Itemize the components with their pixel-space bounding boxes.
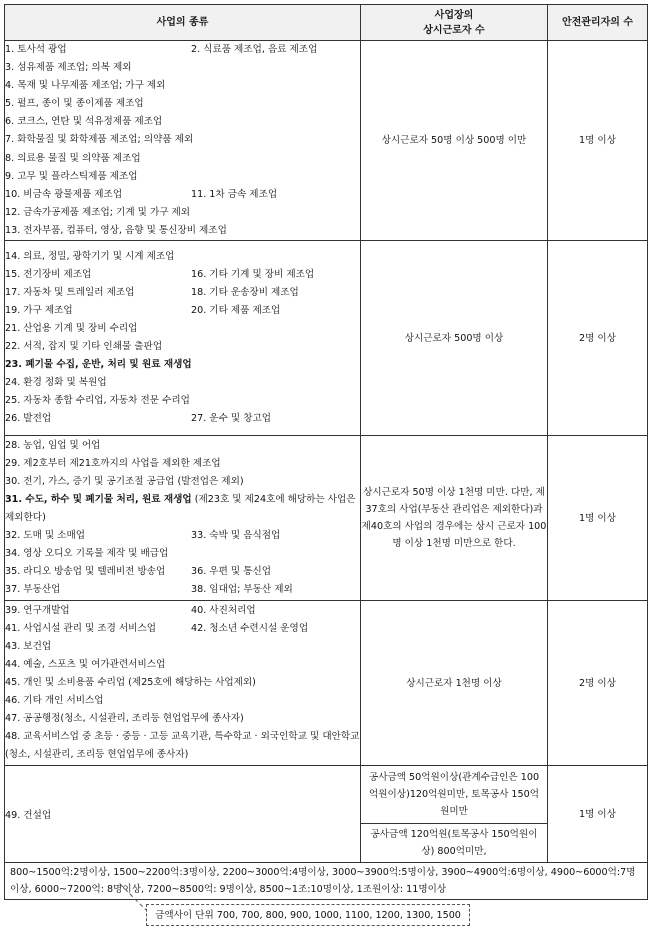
header-business-type: 사업의 종류	[5, 5, 361, 41]
list-item-entry: 28. 농업, 임업 및 어업	[5, 439, 101, 451]
list-item-entry: 17. 자동차 및 트레일러 제조업	[5, 286, 135, 298]
list-item-entry: 40. 사진처리업	[191, 604, 256, 616]
list-item-entry: 5. 펄프, 종이 및 종이제품 제조업	[5, 98, 144, 110]
footer-note: 800~1500억:2명이상, 1500~2200억:3명이상, 2200~3000억:4명이상, 3000~3900억:5명이상, 3900~4900억:6명이상, 4900~6000억:7명이상, 6000~7200억: 8명이상, 7200~8500억: 9명이상, 8500~1조:10명이상, 1조원이상: 11명이상	[5, 863, 648, 900]
list-item-entry: 20. 기타 제품 제조업	[191, 304, 281, 316]
workers-cell: 상시근로자 1천명 이상	[361, 601, 548, 766]
managers-cell: 1명 이상	[548, 436, 648, 601]
list-item-entry: 14. 의료, 정밀, 광학기기 및 시계 제조업	[5, 250, 175, 262]
workers-cell: 상시근로자 500명 이상	[361, 241, 548, 436]
list-item-entry: 45. 개인 및 소비용품 수리업 (제25호에 해당하는 사업제외)	[5, 677, 256, 689]
list-item-entry: 37. 부동산업	[5, 584, 61, 596]
list-item-entry: 44. 예술, 스포츠 및 여가관련서비스업	[5, 658, 166, 670]
list-item-entry: 27. 운수 및 창고업	[191, 413, 272, 425]
workers-cell-a: 공사금액 50억원이상(관계수급인은 100억원이상)120억원미만, 토목공사 150억원미만	[368, 772, 540, 818]
list-item-entry: 43. 보건업	[5, 640, 52, 652]
list-item-entry: 41. 사업시설 관리 및 조경 서비스업	[5, 622, 156, 634]
callout-note: 금액사이 단위 700, 700, 800, 900, 1000, 1100, 1200, 1300, 1500	[146, 904, 470, 926]
list-item-entry: 10. 비금속 광물제품 제조업	[5, 188, 123, 200]
list-item-entry: 6. 코크스, 연탄 및 석유정제품 제조업	[5, 116, 163, 128]
list-item: 48. 교육서비스업 중 초등 · 중등 · 고등 교육기관, 특수학교 · 외국인학교 및 대안학교 (청소, 시설관리, 조리등 현업업무에 종사자)	[5, 731, 360, 761]
header-workers-line1: 사업장의	[434, 9, 474, 21]
list-item-entry: 35. 라디오 방송업 및 텔레비전 방송업	[5, 566, 166, 578]
list-item-entry: 2. 식료품 제조업, 음료 제조업	[191, 44, 318, 55]
list-item-entry: 47. 공공행정(청소, 시설관리, 조리등 현업업무에 종사자)	[5, 713, 244, 725]
managers-cell: 1명 이상	[548, 41, 648, 241]
list-item-entry: 1. 토사석 광업	[5, 44, 67, 55]
list-item-entry: 7. 화학물질 및 화학제품 제조업; 의약품 제외	[5, 134, 194, 146]
list-item-entry: 38. 임대업; 부동산 제외	[191, 584, 293, 596]
managers-cell: 1명 이상	[548, 766, 648, 863]
list-item-entry: 18. 기타 운송장비 제조업	[191, 286, 299, 298]
list-item-entry: 30. 전기, 가스, 증기 및 공기조절 공급업 (발전업은 제외)	[5, 475, 244, 487]
list-item-entry: 4. 목재 및 나무제품 제조업; 가구 제외	[5, 80, 166, 92]
list-item-entry: 19. 가구 제조업	[5, 304, 73, 316]
item-31-rest: (제23호 및 제24호에 해당하는 사업은 제외한다)	[5, 493, 356, 523]
list-item-entry: 24. 환경 정화 및 복원업	[5, 377, 107, 389]
list-item-entry: 23. 폐기물 수집, 운반, 처리 및 원료 재생업	[5, 359, 192, 371]
list-item-entry: 42. 청소년 수련시설 운영업	[191, 622, 309, 634]
list-item-entry: 3. 섬유제품 제조업; 의복 제외	[5, 62, 132, 74]
workers-cell: 상시근로자 50명 이상 1천명 미만. 다만, 제37호의 사업(부동산 관리업은 제외한다)과 제40호의 사업의 경우에는 상시 근로자 100명 이상 1천명 미만으로 한다.	[361, 436, 548, 601]
list-item-entry: 15. 전기장비 제조업	[5, 268, 92, 280]
list-item-entry: 26. 발전업	[5, 413, 52, 425]
list-item-entry: 33. 숙박 및 음식점업	[191, 529, 281, 541]
list-item-entry: 25. 자동차 종합 수리업, 자동차 전문 수리업	[5, 395, 190, 407]
list-item-entry: 13. 전자부품, 컴퓨터, 영상, 음향 및 통신장비 제조업	[5, 224, 227, 236]
list-item-entry: 29. 제2호부터 제21호까지의 사업을 제외한 제조업	[5, 457, 221, 469]
list-item-entry: 39. 연구개발업	[5, 604, 70, 616]
list-item-entry: 22. 서적, 잡지 및 기타 인쇄물 출판업	[5, 341, 163, 353]
header-managers: 안전관리자의 수	[548, 5, 648, 41]
business-type-cell: 49. 건설업	[5, 766, 361, 863]
list-item-entry: 34. 영상 오디오 기록물 제작 및 배급업	[5, 548, 169, 560]
list-item-entry: 16. 기타 기계 및 장비 제조업	[191, 268, 315, 280]
list-item-entry: 12. 금속가공제품 제조업; 기계 및 가구 제외	[5, 206, 191, 218]
header-workers-line2: 상시근로자 수	[423, 24, 485, 36]
list-item-entry: 9. 고무 및 플라스틱제품 제조업	[5, 170, 138, 182]
managers-cell: 2명 이상	[548, 601, 648, 766]
list-item-entry: 46. 기타 개인 서비스업	[5, 695, 104, 707]
list-item-entry: 21. 산업용 기계 및 장비 수리업	[5, 322, 138, 334]
list-item-entry: 32. 도매 및 소매업	[5, 529, 86, 541]
list-item-entry: 36. 우편 및 통신업	[191, 566, 272, 578]
workers-cell-b: 공사금액 120억원(토목공사 150억원이상) 800억미만,	[361, 823, 547, 862]
item-31-bold: 31. 수도, 하수 및 폐기물 처리, 원료 재생업	[5, 493, 192, 505]
managers-cell: 2명 이상	[548, 241, 648, 436]
list-item-entry: 8. 의료용 물질 및 의약품 제조업	[5, 152, 141, 164]
list-item-entry: 11. 1차 금속 제조업	[191, 188, 278, 200]
workers-cell: 상시근로자 50명 이상 500명 이만	[361, 41, 548, 241]
